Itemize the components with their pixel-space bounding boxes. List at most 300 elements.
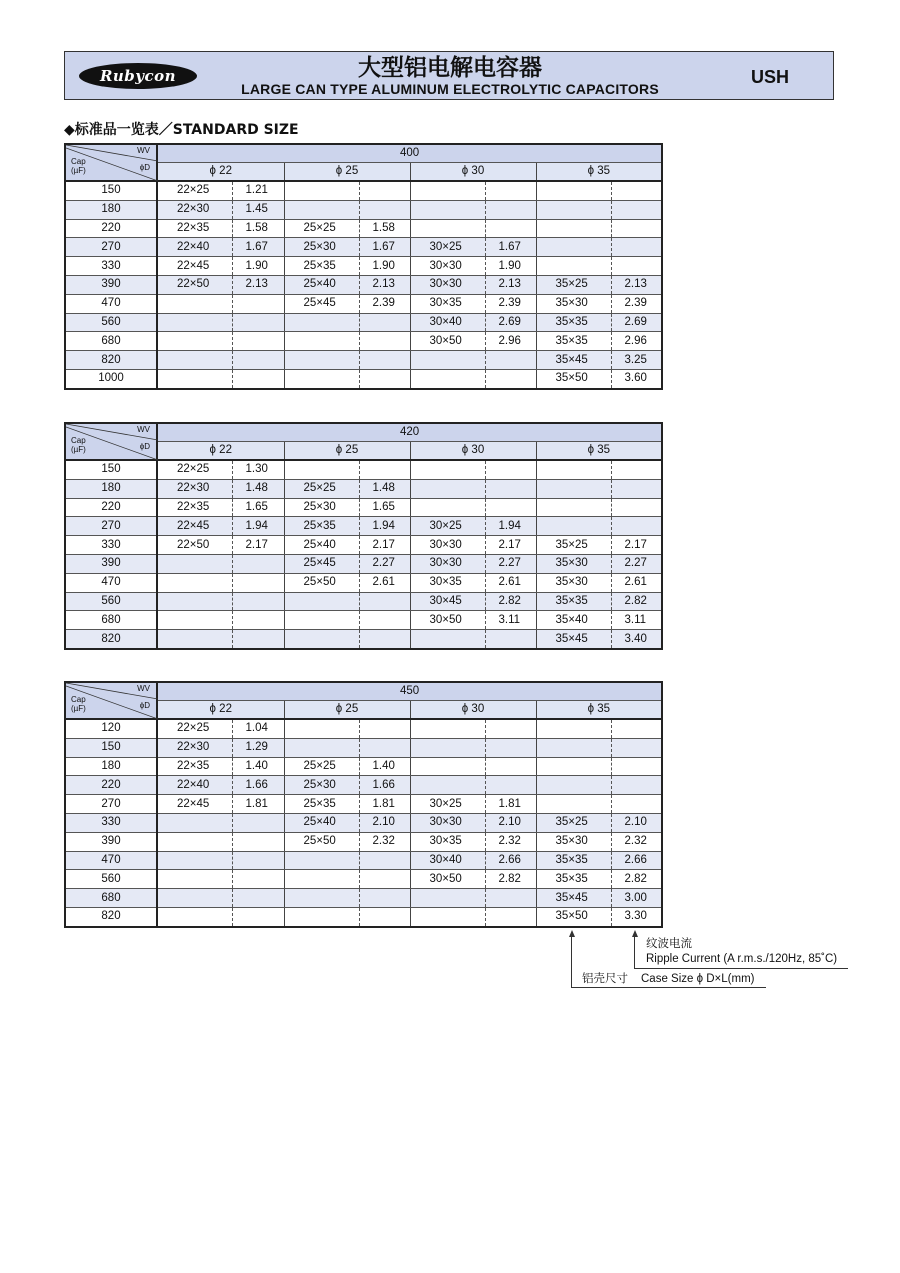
capacitance-cell: 220 — [65, 219, 157, 238]
case-size-cell — [536, 200, 611, 219]
case-size-cell — [157, 369, 232, 388]
ripple-current-cell: 1.65 — [232, 498, 284, 517]
table-row — [65, 275, 662, 294]
wv-label: WV — [137, 425, 150, 434]
ripple-current-cell — [232, 332, 284, 351]
ripple-current-cell: 2.13 — [611, 275, 662, 294]
ripple-label-en: Ripple Current (A r.m.s./120Hz, 85˚C) — [646, 953, 838, 965]
ripple-current-cell — [611, 460, 662, 479]
case-size-cell: 35×30 — [536, 554, 611, 573]
ripple-current-cell: 1.65 — [359, 498, 410, 517]
case-size-cell — [536, 719, 611, 738]
capacitance-cell: 270 — [65, 795, 157, 814]
diameter-header: ϕ 35 — [536, 163, 662, 182]
ripple-current-cell — [485, 498, 536, 517]
ripple-current-cell — [485, 630, 536, 649]
title-chinese: 大型铝电解电容器 — [358, 55, 542, 81]
case-size-cell — [157, 294, 232, 313]
case-size-cell — [284, 200, 359, 219]
case-size-cell — [536, 181, 611, 200]
case-size-cell — [536, 795, 611, 814]
table-row — [65, 611, 662, 630]
section-title: ◆标准品一览表／STANDARD SIZE — [64, 122, 299, 138]
ripple-current-cell — [485, 219, 536, 238]
case-size-cell — [536, 776, 611, 795]
ripple-current-cell — [485, 181, 536, 200]
case-size-cell: 30×35 — [410, 832, 485, 851]
ripple-current-cell — [485, 460, 536, 479]
ripple-current-cell: 2.39 — [611, 294, 662, 313]
capacitance-cell: 120 — [65, 719, 157, 738]
case-size-cell: 22×45 — [157, 517, 232, 536]
series-code: USH — [750, 67, 789, 87]
ripple-current-cell: 1.40 — [359, 757, 410, 776]
case-size-cell — [157, 907, 232, 926]
case-size-cell: 35×30 — [536, 832, 611, 851]
ripple-current-cell — [359, 889, 410, 908]
case-size-cell — [410, 351, 485, 370]
table-row — [65, 738, 662, 757]
case-size-cell — [284, 460, 359, 479]
case-size-cell: 22×35 — [157, 498, 232, 517]
ripple-current-cell: 2.17 — [611, 536, 662, 555]
case-size-cell — [284, 611, 359, 630]
case-size-cell — [284, 369, 359, 388]
ripple-current-cell: 2.27 — [611, 554, 662, 573]
case-size-cell: 30×50 — [410, 611, 485, 630]
case-size-cell — [410, 719, 485, 738]
ripple-current-cell: 1.67 — [485, 238, 536, 257]
case-size-cell: 30×35 — [410, 294, 485, 313]
case-size-cell — [284, 719, 359, 738]
capacitance-cell: 820 — [65, 351, 157, 370]
case-size-cell — [410, 776, 485, 795]
ripple-current-cell: 1.67 — [232, 238, 284, 257]
ripple-current-cell: 2.17 — [232, 536, 284, 555]
capacitance-cell: 680 — [65, 889, 157, 908]
case-size-cell: 22×25 — [157, 181, 232, 200]
table-row — [65, 498, 662, 517]
case-size-cell: 30×30 — [410, 554, 485, 573]
table-row — [65, 313, 662, 332]
ripple-current-cell — [232, 630, 284, 649]
case-size-cell: 30×30 — [410, 275, 485, 294]
ripple-current-cell: 1.29 — [232, 738, 284, 757]
ripple-current-cell — [611, 738, 662, 757]
case-size-cell: 30×25 — [410, 238, 485, 257]
cap-label: Cap (µF) — [71, 436, 86, 454]
case-size-cell — [157, 351, 232, 370]
ripple-arrow-icon — [632, 930, 638, 937]
ripple-current-cell: 1.67 — [359, 238, 410, 257]
capacitor-table-450v — [64, 681, 663, 928]
ripple-current-cell: 2.96 — [485, 332, 536, 351]
diameter-header: ϕ 22 — [157, 163, 284, 182]
ripple-current-cell — [611, 757, 662, 776]
diameter-header: ϕ 25 — [284, 163, 410, 182]
ripple-current-cell: 1.40 — [232, 757, 284, 776]
case-size-cell — [410, 460, 485, 479]
ripple-current-cell: 1.66 — [359, 776, 410, 795]
case-size-cell — [157, 889, 232, 908]
ripple-current-cell — [359, 313, 410, 332]
ripple-current-cell — [611, 257, 662, 276]
legend — [560, 928, 860, 992]
ripple-current-cell — [359, 369, 410, 388]
ripple-current-cell — [359, 870, 410, 889]
case-size-cell — [284, 851, 359, 870]
case-size-cell: 35×45 — [536, 889, 611, 908]
capacitance-cell: 390 — [65, 832, 157, 851]
case-size-cell — [410, 630, 485, 649]
rubycon-logo: Rubycon — [79, 63, 197, 89]
case-size-cell — [410, 200, 485, 219]
case-size-cell — [157, 832, 232, 851]
ripple-current-cell: 2.61 — [485, 573, 536, 592]
ripple-current-cell — [359, 351, 410, 370]
case-size-cell — [157, 611, 232, 630]
ripple-current-cell: 1.81 — [359, 795, 410, 814]
case-size-cell: 35×35 — [536, 592, 611, 611]
table-row — [65, 294, 662, 313]
capacitance-cell: 470 — [65, 573, 157, 592]
capacitance-cell: 560 — [65, 870, 157, 889]
capacitance-cell: 180 — [65, 479, 157, 498]
case-size-cell: 30×25 — [410, 517, 485, 536]
ripple-current-cell: 2.32 — [485, 832, 536, 851]
diameter-header: ϕ 25 — [284, 442, 410, 461]
ripple-current-cell — [611, 200, 662, 219]
ripple-current-cell: 3.11 — [611, 611, 662, 630]
ripple-current-cell: 2.61 — [611, 573, 662, 592]
case-size-cell — [536, 498, 611, 517]
ripple-current-cell — [611, 776, 662, 795]
case-size-cell: 35×35 — [536, 313, 611, 332]
case-size-cell: 22×30 — [157, 738, 232, 757]
case-size-cell — [284, 592, 359, 611]
case-size-cell — [284, 889, 359, 908]
ripple-current-cell — [359, 200, 410, 219]
voltage-header: 400 — [157, 144, 662, 163]
case-size-cell — [536, 238, 611, 257]
case-size-arrow-icon — [569, 930, 575, 937]
ripple-current-cell: 2.27 — [359, 554, 410, 573]
case-size-cell: 35×35 — [536, 332, 611, 351]
case-size-cell: 22×25 — [157, 460, 232, 479]
ripple-current-cell: 3.40 — [611, 630, 662, 649]
ripple-current-cell — [611, 719, 662, 738]
case-size-cell: 25×25 — [284, 479, 359, 498]
table-row — [65, 257, 662, 276]
case-size-cell: 30×30 — [410, 813, 485, 832]
ripple-current-cell — [485, 200, 536, 219]
ripple-current-cell: 2.66 — [485, 851, 536, 870]
table-row — [65, 332, 662, 351]
ripple-current-cell — [485, 351, 536, 370]
case-size-cell: 25×25 — [284, 219, 359, 238]
case-size-cell: 35×30 — [536, 573, 611, 592]
ripple-current-cell: 1.04 — [232, 719, 284, 738]
table-row — [65, 460, 662, 479]
diameter-header: ϕ 35 — [536, 701, 662, 720]
diameter-header: ϕ 35 — [536, 442, 662, 461]
ripple-current-cell: 1.58 — [232, 219, 284, 238]
case-size-cell — [157, 573, 232, 592]
table-row — [65, 369, 662, 388]
capacitance-cell: 150 — [65, 181, 157, 200]
ripple-current-cell: 1.81 — [485, 795, 536, 814]
capacitance-cell: 330 — [65, 536, 157, 555]
ripple-current-cell: 2.13 — [485, 275, 536, 294]
case-size-cell: 30×50 — [410, 870, 485, 889]
ripple-current-cell: 1.94 — [485, 517, 536, 536]
case-size-cell: 25×40 — [284, 813, 359, 832]
capacitance-cell: 680 — [65, 332, 157, 351]
ripple-current-cell: 2.13 — [232, 275, 284, 294]
capacitance-cell: 680 — [65, 611, 157, 630]
ripple-current-cell: 2.82 — [611, 870, 662, 889]
ripple-current-cell — [359, 851, 410, 870]
case-size-cell: 25×35 — [284, 257, 359, 276]
case-size-cell: 25×30 — [284, 498, 359, 517]
case-size-cell: 22×50 — [157, 536, 232, 555]
diameter-header: ϕ 25 — [284, 701, 410, 720]
ripple-current-cell — [232, 870, 284, 889]
ripple-current-cell — [232, 813, 284, 832]
capacitance-cell: 180 — [65, 200, 157, 219]
ripple-current-cell: 1.90 — [232, 257, 284, 276]
table-row — [65, 536, 662, 555]
ripple-current-cell: 1.21 — [232, 181, 284, 200]
case-size-cell — [157, 592, 232, 611]
ripple-current-cell — [232, 313, 284, 332]
ripple-current-cell — [611, 517, 662, 536]
case-size-cell — [284, 351, 359, 370]
case-size-cell: 30×25 — [410, 795, 485, 814]
ripple-current-cell — [611, 479, 662, 498]
case-size-cell: 35×30 — [536, 294, 611, 313]
capacitance-cell: 1000 — [65, 369, 157, 388]
ripple-current-cell — [232, 294, 284, 313]
diameter-header: ϕ 30 — [410, 442, 536, 461]
wv-label: WV — [137, 146, 150, 155]
case-size-cell: 30×40 — [410, 851, 485, 870]
ripple-current-cell: 3.30 — [611, 907, 662, 926]
ripple-current-cell: 2.27 — [485, 554, 536, 573]
case-size-cell: 25×35 — [284, 795, 359, 814]
case-size-cell: 22×45 — [157, 795, 232, 814]
case-size-cell: 22×30 — [157, 479, 232, 498]
ripple-current-cell: 1.94 — [359, 517, 410, 536]
ripple-current-cell: 2.61 — [359, 573, 410, 592]
ripple-current-cell: 2.32 — [359, 832, 410, 851]
ripple-current-cell — [232, 369, 284, 388]
case-size-cell — [536, 757, 611, 776]
ripple-current-cell — [611, 238, 662, 257]
page-header — [64, 51, 834, 100]
case-size-cell — [536, 219, 611, 238]
diameter-header: ϕ 30 — [410, 701, 536, 720]
diameter-header: ϕ 22 — [157, 701, 284, 720]
case-size-cell: 25×40 — [284, 275, 359, 294]
case-size-cell: 22×40 — [157, 238, 232, 257]
wv-label: WV — [137, 684, 150, 693]
ripple-current-cell — [232, 611, 284, 630]
case-size-cell: 35×35 — [536, 851, 611, 870]
ripple-current-cell — [232, 889, 284, 908]
ripple-current-cell: 3.60 — [611, 369, 662, 388]
phid-label: ϕD — [139, 163, 150, 172]
voltage-header: 450 — [157, 682, 662, 701]
table-row — [65, 630, 662, 649]
diameter-header: ϕ 30 — [410, 163, 536, 182]
ripple-current-cell — [359, 630, 410, 649]
case-size-cell: 30×50 — [410, 332, 485, 351]
ripple-current-cell: 3.25 — [611, 351, 662, 370]
ripple-current-cell: 1.94 — [232, 517, 284, 536]
case-size-cell — [157, 554, 232, 573]
ripple-current-cell — [232, 554, 284, 573]
table-row — [65, 776, 662, 795]
case-size-cell: 30×30 — [410, 257, 485, 276]
table-corner-header — [65, 144, 157, 181]
case-size-cell — [284, 181, 359, 200]
ripple-current-cell — [232, 592, 284, 611]
ripple-current-cell — [485, 738, 536, 757]
ripple-current-cell: 2.10 — [359, 813, 410, 832]
table-row — [65, 219, 662, 238]
case-size-cell: 25×40 — [284, 536, 359, 555]
ripple-current-cell — [359, 592, 410, 611]
case-size-cell: 25×30 — [284, 238, 359, 257]
ripple-current-cell: 2.17 — [359, 536, 410, 555]
table-row — [65, 517, 662, 536]
ripple-current-cell — [232, 351, 284, 370]
capacitance-cell: 470 — [65, 294, 157, 313]
ripple-current-cell: 2.39 — [359, 294, 410, 313]
ripple-current-cell: 3.00 — [611, 889, 662, 908]
capacitance-cell: 330 — [65, 257, 157, 276]
case-size-cell: 25×30 — [284, 776, 359, 795]
ripple-current-cell — [485, 776, 536, 795]
ripple-current-cell — [359, 719, 410, 738]
table-row — [65, 200, 662, 219]
table-row — [65, 573, 662, 592]
case-size-cell: 35×50 — [536, 907, 611, 926]
case-size-cell — [157, 332, 232, 351]
case-size-cell — [410, 369, 485, 388]
case-size-cell — [284, 870, 359, 889]
ripple-current-cell: 1.90 — [359, 257, 410, 276]
capacitance-cell: 330 — [65, 813, 157, 832]
case-size-cell: 35×35 — [536, 870, 611, 889]
case-size-cell: 25×25 — [284, 757, 359, 776]
case-size-cell: 22×40 — [157, 776, 232, 795]
ripple-current-cell: 2.17 — [485, 536, 536, 555]
case-size-cell: 22×45 — [157, 257, 232, 276]
cap-label: Cap (µF) — [71, 695, 86, 713]
case-size-label-en: Case Size ϕ D×L(mm) — [641, 973, 755, 985]
capacitance-cell: 220 — [65, 776, 157, 795]
table-row — [65, 832, 662, 851]
table-row — [65, 907, 662, 926]
ripple-current-cell: 2.69 — [485, 313, 536, 332]
ripple-current-cell: 1.81 — [232, 795, 284, 814]
table-corner-header — [65, 682, 157, 719]
case-size-cell: 35×40 — [536, 611, 611, 630]
case-size-cell: 22×35 — [157, 757, 232, 776]
table-row — [65, 889, 662, 908]
case-size-cell: 22×50 — [157, 275, 232, 294]
case-size-cell: 22×30 — [157, 200, 232, 219]
case-size-cell: 30×30 — [410, 536, 485, 555]
diameter-header: ϕ 22 — [157, 442, 284, 461]
table-row — [65, 592, 662, 611]
case-size-cell — [536, 479, 611, 498]
capacitor-table-420v — [64, 422, 663, 650]
ripple-current-cell — [485, 479, 536, 498]
ripple-current-cell — [611, 181, 662, 200]
capacitance-cell: 560 — [65, 313, 157, 332]
table-row — [65, 851, 662, 870]
ripple-current-cell — [611, 795, 662, 814]
case-size-cell: 35×25 — [536, 813, 611, 832]
case-size-cell — [410, 181, 485, 200]
ripple-current-cell — [359, 907, 410, 926]
case-size-cell — [284, 332, 359, 351]
capacitance-cell: 560 — [65, 592, 157, 611]
capacitance-cell: 820 — [65, 907, 157, 926]
ripple-current-cell: 2.96 — [611, 332, 662, 351]
ripple-current-cell: 1.66 — [232, 776, 284, 795]
case-size-cell: 22×35 — [157, 219, 232, 238]
ripple-current-cell: 1.58 — [359, 219, 410, 238]
ripple-current-cell — [232, 851, 284, 870]
ripple-current-cell: 2.39 — [485, 294, 536, 313]
case-size-cell — [410, 738, 485, 757]
case-size-cell — [410, 219, 485, 238]
capacitance-cell: 180 — [65, 757, 157, 776]
case-size-cell: 25×50 — [284, 573, 359, 592]
ripple-current-cell — [359, 332, 410, 351]
case-size-cell — [157, 813, 232, 832]
case-size-cell — [410, 479, 485, 498]
ripple-current-cell — [359, 181, 410, 200]
ripple-current-cell — [359, 460, 410, 479]
case-size-cell — [157, 313, 232, 332]
capacitance-cell: 470 — [65, 851, 157, 870]
case-size-cell: 25×35 — [284, 517, 359, 536]
table-row — [65, 479, 662, 498]
table-row — [65, 795, 662, 814]
ripple-current-cell: 3.11 — [485, 611, 536, 630]
ripple-current-cell: 1.45 — [232, 200, 284, 219]
table-row — [65, 238, 662, 257]
case-size-cell: 30×35 — [410, 573, 485, 592]
ripple-current-cell: 2.69 — [611, 313, 662, 332]
ripple-current-cell — [232, 832, 284, 851]
case-size-cell — [284, 907, 359, 926]
ripple-current-cell: 2.82 — [611, 592, 662, 611]
ripple-current-cell: 2.66 — [611, 851, 662, 870]
capacitance-cell: 820 — [65, 630, 157, 649]
case-size-cell: 25×45 — [284, 294, 359, 313]
case-size-cell — [536, 460, 611, 479]
case-size-cell — [536, 738, 611, 757]
phid-label: ϕD — [139, 701, 150, 710]
case-size-cell — [410, 889, 485, 908]
ripple-current-cell — [359, 738, 410, 757]
